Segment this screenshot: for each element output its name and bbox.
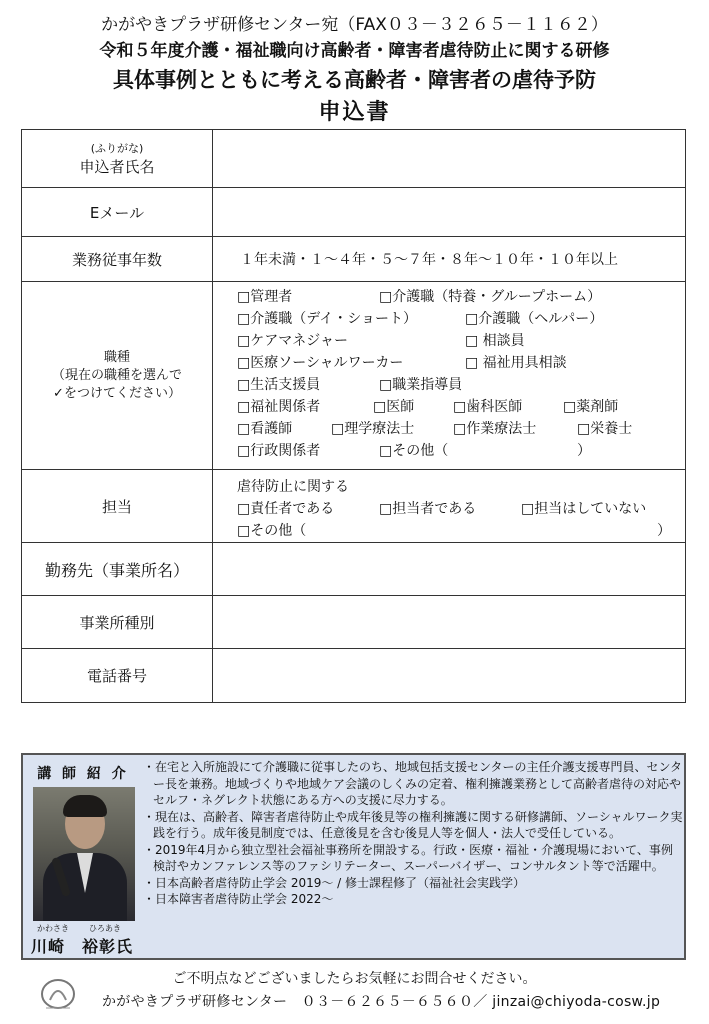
email-field[interactable]: [213, 188, 686, 237]
fax-header: かがやきプラザ研修センター宛（FAX０３－３２６５－１１６２）: [101, 15, 608, 35]
workplace-type-field[interactable]: [213, 596, 686, 649]
role-heading: 虐待防止に関する: [237, 479, 349, 495]
training-subtitle: 具体事例とともに考える高齢者・障害者の虐待予防: [113, 68, 596, 92]
row-occupation: [22, 282, 686, 470]
bio-item: ・在宅と入所施設にて介護職に従事したのち、地域包括支援センターの主任介護支援専門員、センター長を兼務。地域づくりや地域ケア会議のしくみの定着、権利擁護業務として高齢者虐待の対応やセルフ・ネグレクト状態にある方への支援に尽力する。: [143, 760, 683, 807]
instructor-name-block: [31, 923, 141, 957]
occupation-option[interactable]: □薬剤師: [563, 399, 619, 415]
bio-item: ・日本高齢者虐待防止学会 2019～ / 修士課程修了（福祉社会実践学）: [143, 875, 526, 890]
occupation-option[interactable]: □介護職（デイ・ショート）: [237, 311, 417, 327]
row-name: [22, 130, 686, 188]
email-label: Eメール: [22, 188, 213, 237]
occupation-option[interactable]: □歯科医師: [453, 399, 523, 415]
phone-label: 電話番号: [22, 649, 213, 703]
occupation-row: [237, 352, 685, 374]
instructor-photo: [33, 787, 135, 921]
inquiry-text: ご不明点などございましたらお気軽にお問合せください。: [172, 971, 537, 987]
occupation-option[interactable]: □看護師: [237, 421, 293, 437]
occupation-option[interactable]: □行政関係者: [237, 443, 321, 459]
occupation-row: [237, 418, 685, 440]
name-field[interactable]: [213, 130, 686, 188]
years-options[interactable]: １年未満・１～４年・５～７年・８年～１０年・１０年以上: [213, 237, 686, 282]
contact-info: かがやきプラザ研修センター ０３－６２６５－６５６０／ jinzai@chiyoda-cosw.jp: [102, 994, 661, 1010]
instructor-title: 講 師 紹 介: [37, 766, 129, 782]
role-option[interactable]: □責任者である: [237, 501, 335, 517]
row-years: [22, 237, 686, 282]
row-email: [22, 188, 686, 237]
bio-item: ・日本障害者虐待防止学会 2022～: [143, 892, 334, 906]
furigana-label: (ふりがな): [90, 142, 144, 155]
role-option[interactable]: □担当はしていない: [521, 501, 647, 517]
role-options: [213, 470, 686, 543]
bio-item: ・現在は、高齢者、障害者虐待防止や成年後見等の権利擁護に関する研修講師、ソーシャルワーク実践を行う。成年後見制度では、任意後見を含む後見人等を個人・法人で受任している。: [143, 809, 683, 840]
instructor-name: 川崎 裕彰氏: [31, 937, 134, 956]
occupation-option[interactable]: □介護職（ヘルパー）: [465, 311, 604, 327]
occupation-option[interactable]: □職業指導員: [379, 377, 463, 393]
occupation-other-option[interactable]: □その他（: [379, 443, 449, 459]
instructor-bio: [143, 759, 683, 908]
occupation-option[interactable]: □栄養士: [577, 421, 633, 437]
occupation-label: 職種: [103, 349, 130, 365]
bio-item: ・2019年4月から独立型社会福祉事務所を開設する。行政・医療・福祉・介護現場において、事例検討やカンファレンス等のファシリテーター、スーパーバイザー、コンサルタント等で活躍中。: [143, 842, 673, 873]
application-form: [21, 129, 686, 703]
occupation-label-cell: [22, 282, 213, 470]
occupation-option[interactable]: □作業療法士: [453, 421, 537, 437]
occupation-option[interactable]: □福祉関係者: [237, 399, 321, 415]
occupation-option[interactable]: □ケアマネジャー: [237, 333, 348, 349]
role-other-close: ）: [657, 523, 671, 539]
occupation-row: [237, 374, 685, 396]
row-workplace-type: [22, 596, 686, 649]
occupation-options: [213, 282, 686, 470]
role-label: 担当: [22, 470, 213, 543]
training-title: 令和５年度介護・福祉職向け高齢者・障害者虐待防止に関する研修: [99, 41, 610, 61]
role-row: [237, 520, 685, 542]
role-option[interactable]: □担当者である: [379, 501, 477, 517]
occupation-row: [237, 396, 685, 418]
occupation-note-2: ✓をつけてください）: [53, 385, 181, 401]
occupation-option[interactable]: □管理者: [237, 289, 293, 305]
occupation-row: [237, 440, 685, 462]
occupation-option[interactable]: □理学療法士: [331, 421, 415, 437]
occupation-option[interactable]: □ 相談員: [465, 333, 525, 349]
occupation-other-close: ）: [577, 443, 591, 459]
instructor-name-ruby: かわさき ひろあき: [37, 924, 121, 933]
workplace-type-label: 事業所種別: [22, 596, 213, 649]
instructor-box: [21, 753, 686, 960]
occupation-row: [237, 286, 685, 308]
years-label: 業務従事年数: [22, 237, 213, 282]
occupation-option[interactable]: □ 福祉用具相談: [465, 355, 567, 371]
occupation-option[interactable]: □医師: [373, 399, 415, 415]
row-phone: [22, 649, 686, 703]
role-row: [237, 498, 685, 520]
occupation-option[interactable]: □介護職（特養・グループホーム）: [379, 289, 602, 305]
phone-field[interactable]: [213, 649, 686, 703]
row-workplace: [22, 543, 686, 596]
role-other-option[interactable]: □その他（: [237, 523, 307, 539]
occupation-row: [237, 330, 685, 352]
row-role: [22, 470, 686, 543]
form-title: 申込書: [318, 100, 391, 125]
name-label: 申込者氏名: [79, 158, 155, 176]
occupation-option[interactable]: □医療ソーシャルワーカー: [237, 355, 404, 371]
workplace-label: 勤務先（事業所名）: [22, 543, 213, 596]
workplace-field[interactable]: [213, 543, 686, 596]
occupation-note-1: （現在の職種を選んで: [51, 367, 182, 383]
name-label-cell: [22, 130, 213, 188]
occupation-row: [237, 308, 685, 330]
occupation-option[interactable]: □生活支援員: [237, 377, 321, 393]
